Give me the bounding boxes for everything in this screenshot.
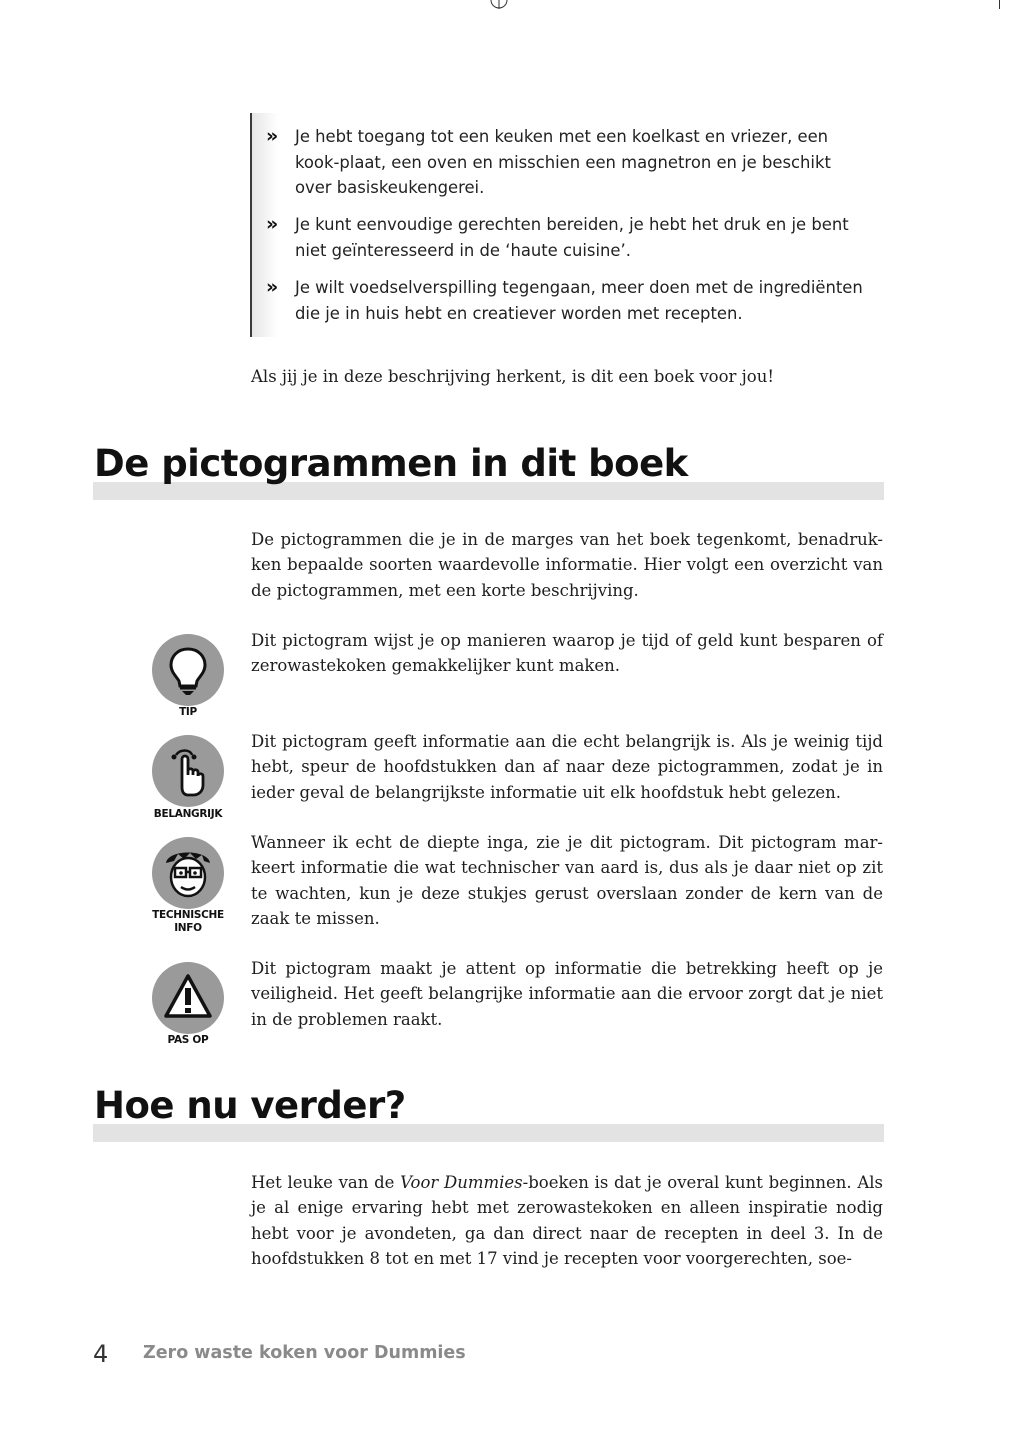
icon-label: BELANGRIJK [153,808,223,820]
icon-label-line: INFO [174,922,202,934]
page-number: 4 [93,1340,109,1368]
icon-description: Dit pictogram geeft informatie aan die echt belangrijk is. Als je weinig tijd hebt, speur de hoofdstukken dan af naar deze pictogrammen, zodat je in ieder geval de belangrijkste informatie uit elk hoofdstuk hebt gelezen. [251,732,883,802]
icon-description: Dit pictogram wijst je op manieren waarop je tijd of geld kunt besparen of zerowastekoken gemakkelijker kunt maken. [251,631,883,676]
crop-line [999,0,1000,9]
bullet-marker: » [266,213,279,235]
section-body [251,1170,883,1272]
book-series-name: Voor Dummies [400,1173,523,1192]
body-text: Het leuke van de [251,1173,401,1192]
finger-string-icon [152,735,224,807]
icon-label [138,909,238,935]
icon-description: Wanneer ik echt de diepte inga, zie je dit pictogram. Dit pictogram mar-keert informatie die wat technischer van aard is, dus als je daar niet op zit te wachten, kun je deze stukjes gerust overslaan zonder de kern van de zaak te missen. [251,833,883,929]
bullet-marker: » [266,276,279,298]
icon-label: PAS OP [167,1034,209,1046]
body-text: -boeken is dat je overal kunt beginnen. Als je al enige ervaring hebt met zerowastekoken en alleen inspiratie nodig hebt voor je avondeten, ga dan direct naar de recepten in deel 3. In de hoofdstukken 8 tot en met 17 vind je recepten voor voorgerechten, soe- [251,1173,884,1269]
running-footer-title: Zero waste koken voor Dummies [143,1343,466,1363]
section-heading: Hoe nu verder? [94,1084,406,1127]
warning-triangle-icon [152,962,224,1034]
bullet-item [266,124,866,201]
icon-label: TIP [179,706,197,718]
dummies-face-icon [152,837,224,909]
registration-mark-icon [490,0,508,10]
bullet-text: Je hebt toegang tot een keuken met een koelkast en vriezer, een kook-plaat, een oven en misschien een magnetron en je beschikt over basiskeukengerei. [295,127,831,197]
bullet-item [266,212,866,263]
intro-closing: Als jij je in deze beschrijving herkent, is dit een boek voor jou! [251,367,774,386]
icon-label-line: TECHNISCHE [152,909,224,921]
bullet-item [266,275,866,326]
bullet-text: Je kunt eenvoudige gerechten bereiden, je hebt het druk en je bent niet geïnteresseerd in de ‘haute cuisine’. [295,215,849,260]
bullet-text: Je wilt voedselverspilling tegengaan, meer doen met de ingrediënten die je in huis hebt en creatiever worden met recepten. [295,278,863,323]
section-heading: De pictogrammen in dit boek [94,442,688,485]
lightbulb-icon [152,634,224,706]
section-intro: De pictogrammen die je in de marges van het boek tegenkomt, benadruk-ken bepaalde soorten waardevolle informatie. Hier volgt een overzicht van de pictogrammen, met een korte beschrijving. [251,530,883,600]
bullet-marker: » [266,125,279,147]
icon-description: Dit pictogram maakt je attent op informatie die betrekking heeft op je veiligheid. Het geeft belangrijke informatie aan die ervoor zorgt dat je niet in de problemen raakt. [251,959,883,1029]
